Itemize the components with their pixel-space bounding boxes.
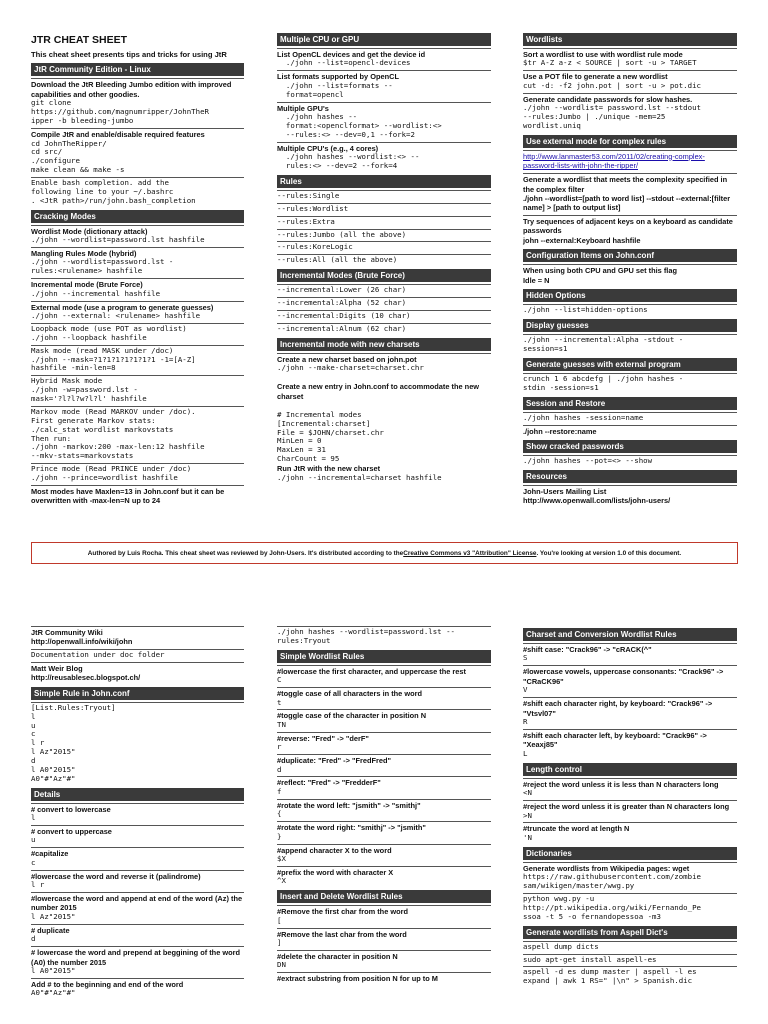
tip-block [31, 78, 244, 128]
code-line: Prince mode (Read PRINCE under /doc) ./john --prince=wordlist hashfile [31, 464, 192, 483]
code-line: Markov mode (Read MARKOV under /doc). First generate Markov stats: ./calc_stat wordlist markovstats Then run: ./john -markov:200 -max-len:12 hashfile --mkv-stats=markovstats [31, 406, 205, 461]
tip-block [277, 102, 491, 142]
tip-text: List OpenCL devices and get the device id [277, 50, 426, 59]
code-line: --rules:Wordlist [277, 203, 349, 213]
code-line: git clone https://github.com/magnumripper/JohnTheR ipper -b bleeding-jumbo [31, 98, 209, 126]
tip-block [31, 978, 244, 1000]
code-line: c [31, 857, 36, 867]
bottom-column-3 [523, 626, 737, 988]
tip-text: #reverse: "Fred" -> "derF" [277, 733, 369, 743]
tip-text: Matt Weir Blog http://reusablesec.blogspot.ch/ [31, 663, 141, 683]
tip-text: Incremental mode (Brute Force) [31, 280, 143, 290]
tip-block [31, 375, 244, 406]
tip-block [277, 353, 491, 485]
tip-block [277, 972, 491, 985]
code-line: R [523, 717, 528, 727]
code-line: $X [277, 853, 286, 863]
tip-block [523, 173, 737, 215]
tip-text: JtR Community Wiki http://openwall.info/wiki/john [31, 628, 133, 647]
tip-text: Most modes have Maxlen=13 in John.conf but it can be overwritten with -max-len=N up to 24 [31, 486, 227, 506]
tip-block [523, 334, 737, 356]
tip-block [523, 697, 737, 729]
tip-text: #truncate the word at length N [523, 824, 630, 834]
code-line: --rules:All (all the above) [277, 255, 398, 265]
tip-text: Generate wordlists from Wikipedia pages: wget [523, 863, 690, 873]
code-line: ./john --wordlist=password.lst hashfile [31, 235, 205, 245]
code-line: --rules:Extra [277, 216, 335, 226]
code-line: ] [277, 938, 282, 947]
section-header: Use external mode for complex rules [523, 135, 737, 148]
section-header: Show cracked passwords [523, 440, 737, 453]
tip-text: Create a new entry in John.conf to accommodate the new charset [277, 382, 482, 401]
code-line: Mask mode (read MASK under /doc) ./john --mask=?1?1?1?1?1?1?1 -1=[A-Z] hashfile -min-len=8 [31, 345, 196, 373]
code-line: --rules:Jumbo (all the above) [277, 229, 407, 239]
tip-text: #reject the word unless it is greater than N characters long [523, 802, 730, 812]
tip-text: #shift each character right, by keyboard: "Crack96" -> "Vtsvl07" [523, 699, 715, 718]
code-line: L [523, 748, 528, 758]
tip-block [31, 177, 244, 208]
tip-block [277, 709, 491, 731]
code-line: l Az"2015" [31, 911, 76, 921]
tip-text: Mangling Rules Mode (hybrid) [31, 248, 137, 258]
code-line: } [277, 831, 282, 841]
tip-block [277, 776, 491, 798]
tip-block [277, 799, 491, 821]
tip-block [277, 203, 491, 216]
tip-text: Wordlist Mode (dictionary attack) [31, 226, 148, 236]
tip-block [31, 702, 244, 786]
code-line: https://raw.githubusercontent.com/zombie sam/wikigen/master/wwg.py [523, 872, 701, 891]
tip-block [31, 870, 244, 892]
code-line: ./john --incremental=charset hashfile [277, 472, 442, 482]
top-column-2 [277, 31, 491, 484]
tip-text: Compile JtR and enable/disable required features [31, 130, 205, 140]
tip-text: Generate a wordlist that meets the complexity specified in the complex filter [523, 175, 730, 194]
section-header: Wordlists [523, 33, 737, 46]
tip-text: # lowercase the word and prepend at beggining of the word (A0) the number 2015 [31, 948, 243, 967]
tip-text: #capitalize [31, 849, 69, 859]
tip-block [277, 241, 491, 254]
tip-block [31, 128, 244, 177]
code-line: [List.Rules:Tryout] l u c l r l Az"2015" d l A0"2015" A0"#"Az"#" [31, 702, 116, 783]
code-line: ./john --make-charset=charset.chr [277, 363, 424, 373]
tip-block [523, 150, 737, 173]
code-line: cut -d: -f2 john.pot | sort -u > pot.dic [523, 80, 701, 90]
tip-text: Generate candidate passwords for slow hashes. [523, 94, 693, 104]
section-header: Insert and Delete Wordlist Rules [277, 890, 491, 903]
tip-text: #lowercase the word and append at end of the word (Az) the number 2015 [31, 894, 245, 913]
code-line: sudo apt-get install aspell-es [523, 954, 657, 964]
code-line: ./john hashes --pot=<> --show [523, 455, 653, 465]
tip-text: Multiple CPU's (e.g., 4 cores) [277, 143, 379, 153]
code-line: ./john --list=hidden-options [523, 305, 648, 315]
code-line: --incremental:Alpha (52 char) [277, 298, 407, 307]
tip-block [523, 729, 737, 761]
bottom-column-2 [277, 626, 491, 986]
tip-block [523, 954, 737, 967]
tip-text: List formats supported by OpenCL [277, 72, 399, 82]
tip-text: Add # to the beginning and end of the word [31, 979, 184, 989]
tip-text: #duplicate: "Fred" -> "FredFred" [277, 756, 392, 766]
tip-block [277, 284, 491, 297]
tip-block [31, 662, 244, 685]
tip-block [31, 485, 244, 508]
tip-block [277, 866, 491, 888]
section-header: Charset and Conversion Wordlist Rules [523, 628, 737, 641]
tip-block [31, 946, 244, 978]
tip-block [277, 297, 491, 310]
code-line: ^X [277, 876, 286, 886]
tip-block [523, 966, 737, 988]
tip-block [523, 93, 737, 133]
tip-block [31, 247, 244, 278]
code-line: f [277, 786, 282, 796]
tip-block [31, 225, 244, 247]
tip-block [31, 301, 244, 323]
code-line: $tr A-Z a-z < SOURCE | sort -u > TARGET [523, 58, 697, 68]
code-line: [ [277, 915, 282, 925]
tip-text: #lowercase the first character, and uppercase the rest [277, 666, 466, 676]
code-line: aspell dump dicts [523, 941, 599, 951]
tip-block [523, 215, 737, 247]
tip-text: #delete the character in position N [277, 951, 398, 961]
tip-block [31, 803, 244, 825]
tip-block [277, 323, 491, 336]
section-header: JtR Community Edition - Linux [31, 63, 244, 76]
section-header: Length control [523, 763, 737, 776]
code-line: C [277, 675, 282, 685]
code-line: --incremental:Digits (10 char) [277, 310, 411, 320]
section-header: Multiple CPU or GPU [277, 33, 491, 46]
tip-block [523, 665, 737, 697]
tip-block [523, 304, 737, 317]
tip-block [277, 905, 491, 927]
code-line: d [31, 934, 36, 944]
code-line: crunch 1 6 abcdefg | ./john hashes - stdin -session=s1 [523, 373, 684, 392]
section-header: Configuration Items on John.conf [523, 249, 737, 262]
top-column-3 [523, 31, 737, 508]
section-header: Session and Restore [523, 397, 737, 410]
tip-block [523, 643, 737, 665]
code-line: 'N [523, 832, 532, 842]
tip-text: #Remove the last char from the word [277, 929, 407, 939]
tip-block [31, 406, 244, 463]
tip-block [277, 190, 491, 203]
tip-text: # convert to uppercase [31, 826, 112, 836]
tip-block [277, 687, 491, 709]
tip-text: Use a POT file to generate a new wordlist [523, 72, 668, 82]
tip-text: #rotate the word right: "smithj" -> "jsmith" [277, 823, 426, 833]
tip-block [277, 626, 491, 648]
code-line: --rules:Single [277, 190, 340, 200]
tip-block [31, 345, 244, 376]
code-line: ./john --wordlist=password.lst - rules:<rulename> hashfile [31, 257, 174, 276]
tip-block [277, 950, 491, 972]
tip-block [277, 665, 491, 687]
tip-block [31, 892, 244, 924]
code-line: DN [277, 960, 286, 970]
tip-text [277, 373, 491, 382]
tip-block [31, 825, 244, 847]
tip-block [523, 778, 737, 800]
tip-block [277, 754, 491, 776]
tip-text: ./john --restore:name [523, 426, 597, 436]
code-line: Hybrid Mask mode ./john -w=password.lst - mask='?l?l?w?l?l' hashfile [31, 376, 147, 404]
code-line: l r [31, 880, 45, 890]
tip-block [277, 48, 491, 70]
tip-text: #rotate the word left: "jsmith" -> "smithj" [277, 800, 421, 810]
tip-text: #toggle case of all characters in the word [277, 689, 422, 699]
code-line: --incremental:Lower (26 char) [277, 285, 407, 295]
code-line: t [277, 697, 282, 707]
intro-text: This cheat sheet presents tips and tricks for using JtR [31, 50, 227, 59]
tip-block [277, 821, 491, 843]
code-line: ./john hashes --wordlist:<> -- rules:<> --dev=2 --fork=4 [285, 152, 420, 170]
tip-text: john --external:Keyboard hashfile [523, 235, 641, 245]
tip-block [277, 216, 491, 229]
code-line: ./john --incremental:Alpha -stdout - session=s1 [523, 335, 684, 353]
tip-block [277, 70, 491, 101]
tip-block [523, 800, 737, 822]
tip-text: When using both CPU and GPU set this flag Idle = N [523, 266, 677, 285]
tip-text: Try sequences of adjacent keys on a keyboard as candidate passwords [523, 216, 735, 236]
code-line: l A0"2015" [31, 966, 76, 976]
code-line: S [523, 653, 528, 663]
code-line: python wwg.py -u http://pt.wikipedia.org/wiki/Fernando_Pe ssoa -t 5 -o fernandopessoa -m3 [523, 894, 701, 921]
tip-block [523, 412, 737, 425]
code-line: u [31, 835, 36, 845]
code-line: <N [523, 788, 532, 798]
page-title: JTR CHEAT SHEET [31, 34, 128, 46]
code-line: A0"#"Az"#" [31, 988, 76, 998]
tip-block [277, 928, 491, 950]
tip-block [31, 847, 244, 869]
tip-block [523, 862, 737, 893]
tip-text: #lowercase the word and reverse it (palindrome) [31, 871, 201, 881]
tip-block [31, 649, 244, 662]
section-header: Display guesses [523, 319, 737, 332]
tip-block [277, 142, 491, 173]
section-header: Rules [277, 175, 491, 188]
tip-text: #shift case: "Crack96" -> "cRACK(^" [523, 645, 652, 654]
tip-text: Download the JtR Bleeding Jumbo edition with improved capabilities and other goodies. [31, 80, 234, 99]
tip-block [31, 924, 244, 946]
tip-text: #extract substring from position N for up to M [277, 974, 438, 984]
tip-block [31, 278, 244, 300]
tip-block [31, 626, 244, 649]
tip-block [523, 264, 737, 287]
tip-text: Multiple GPU's [277, 103, 329, 113]
tip-text: Create a new charset based on john.pot [277, 354, 417, 364]
bottom-column-1 [31, 626, 244, 1000]
tip-block [523, 373, 737, 395]
code-line: cd JohnTheRipper/ cd src/ ./configure make clean && make -s [31, 138, 125, 175]
code-line: l [31, 813, 36, 823]
section-header: Simple Rule in John.conf [31, 687, 244, 700]
tip-text: Run JtR with the new charset [277, 464, 381, 474]
code-line: Enable bash completion. add the following line to your ~/.bashrc . <JtR path>/run/john.bash_completion [31, 178, 196, 205]
code-line: --rules:KoreLogic [277, 242, 353, 252]
license-link[interactable]: Creative Commons v3 "Attribution" License [403, 549, 537, 557]
tip-text: #lowercase vowels, uppercase consonants: "Crack96" -> "CRaCK96" [523, 667, 726, 686]
tip-text: ./john --wordlist=[path to word list] --stdout --external:[filter name] > [path to output list] [523, 193, 733, 213]
tip-text: John-Users Mailing List http://www.openwall.com/lists/john-users/ [523, 486, 671, 506]
tip-text: #prefix the word with character X [277, 867, 394, 877]
code-line: TN [277, 719, 286, 729]
section-header: Hidden Options [523, 289, 737, 302]
tip-text: External mode (use a program to generate guesses) [31, 302, 214, 312]
code-line: ./john --list=formats -- format=opencl [285, 80, 393, 99]
tip-text: #append character X to the word [277, 845, 392, 855]
top-column-1 [31, 34, 244, 508]
tip-text: Sort a wordlist to use with wordlist rule mode [523, 50, 683, 59]
code-line: ./john --external: <rulename> hashfile [31, 311, 201, 321]
code-line: ./john --list=opencl-devices [277, 58, 411, 68]
reference-link[interactable]: http://www.lanmaster53.com/2011/02/creating-complex-password-lists-with-john-the-ripper/ [523, 151, 705, 171]
code-line: # Incremental modes [Incremental:charset] File = $JOHN/charset.chr MinLen = 0 MaxLen = 31 CharCount = 95 [277, 409, 384, 464]
tip-text: #shift each character left, by keyboard: "Crack96" -> "Xeaxj85" [523, 730, 709, 750]
code-line: ./john hashes -session=name [523, 412, 644, 422]
code-line: --incremental:Alnum (62 char) [277, 323, 407, 333]
code-line: ./john hashes --wordlist=password.lst -- rules:Tryout [277, 627, 455, 645]
tip-block [277, 310, 491, 323]
tip-text: #toggle case of the character in position N [277, 711, 427, 721]
section-header: Resources [523, 470, 737, 483]
tip-block [523, 455, 737, 468]
tip-block [31, 463, 244, 485]
code-line: aspell -d es dump master | aspell -l es expand | awk 1 RS=" |\n" > Spanish.dic [523, 967, 697, 986]
section-header: Dictionaries [523, 847, 737, 860]
tip-block [277, 254, 491, 267]
tip-block [31, 323, 244, 345]
tip-block [523, 941, 737, 954]
tip-block [277, 229, 491, 242]
section-header: Simple Wordlist Rules [277, 650, 491, 663]
code-line: V [523, 685, 528, 695]
tip-block [523, 48, 737, 70]
tip-block [523, 822, 737, 844]
code-line: ./john --incremental hashfile [31, 288, 161, 298]
tip-block [523, 485, 737, 508]
tip-block [523, 425, 737, 438]
section-header: Generate wordlists from Aspell Dict's [523, 926, 737, 939]
code-line: d [277, 764, 282, 774]
code-line: r [277, 742, 282, 752]
section-header: Details [31, 788, 244, 801]
tip-block [523, 893, 737, 924]
tip-block [277, 844, 491, 866]
section-header: Cracking Modes [31, 210, 244, 223]
code-line: >N [523, 810, 532, 820]
footer-attribution: Authored by Luis Rocha. This cheat sheet was reviewed by John-Users. It's distributed according to the Creative Commons v3 "Attribution" License . You're looking at version 1.0 of this document. [31, 542, 738, 564]
code-line: ./john hashes -- format:<openclformat> --wordlist:<> --rules:<> --dev=0,1 --fork=2 [285, 112, 442, 139]
tip-text: # duplicate [31, 925, 70, 935]
code-line: Documentation under doc folder [31, 649, 165, 659]
tip-text: #reject the word unless it is less than N characters long [523, 779, 719, 789]
code-line: ./john --wordlist= password.lst --stdout --rules:Jumbo | ./unique -mem=25 wordlist.uniq [523, 103, 701, 130]
section-header: Incremental Modes (Brute Force) [277, 269, 491, 282]
section-header: Generate guesses with external program [523, 358, 737, 371]
code-line: { [277, 809, 282, 819]
code-line: Loopback mode (use POT as wordlist) ./john --loopback hashfile [31, 323, 187, 342]
tip-text: #reflect: "Fred" -> "FredderF" [277, 778, 381, 788]
tip-text: #Remove the first char from the word [277, 907, 409, 917]
tip-block [523, 70, 737, 92]
tip-text: # convert to lowercase [31, 804, 111, 814]
section-header: Incremental mode with new charsets [277, 338, 491, 351]
tip-block [277, 732, 491, 754]
